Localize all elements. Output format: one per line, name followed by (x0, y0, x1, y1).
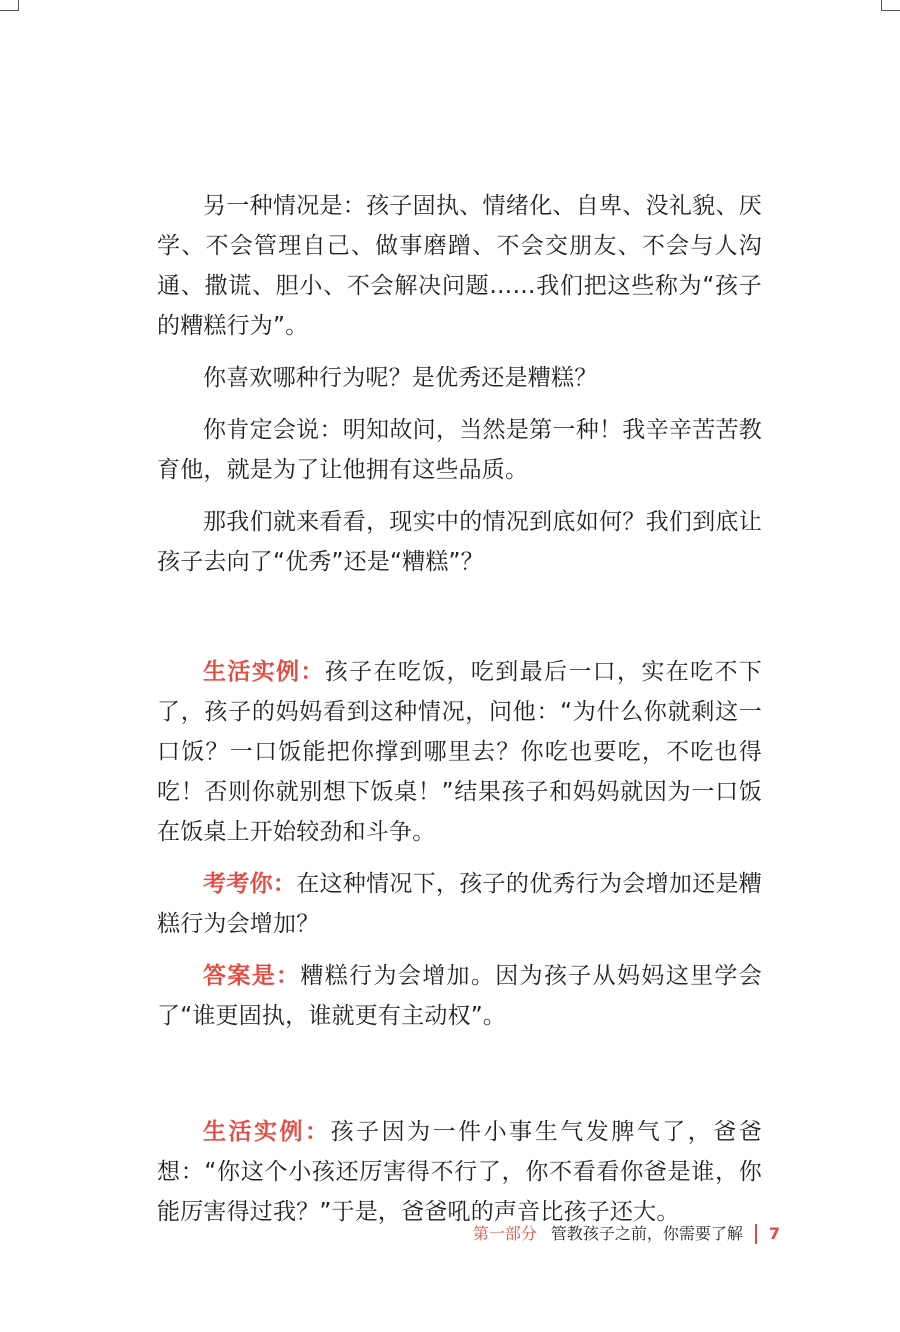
quiz-paragraph (157, 864, 762, 944)
quiz-label: 考考你： (203, 871, 297, 897)
example-text: 孩子在吃饭，吃到最后一口，实在吃不下了，孩子的妈妈看到这种情况，问他：“为什么你就剩这一口饭？一口饭能把你撑到哪里去？你吃也要吃，不吃也得吃！否则你就别想下饭桌！”结果孩子和妈妈就因为一口饭在饭桌上开始较劲和斗争。 (157, 659, 763, 845)
section-gap (157, 1048, 762, 1112)
footer-part: 第一部分 (472, 1224, 537, 1243)
example-text: 孩子因为一件小事生气发脾气了，爸爸想：“你这个小孩还厉害得不行了，你不看看你爸是谁，你能厉害得过我？”于是，爸爸吼的声音比孩子还大。 (157, 1119, 763, 1225)
answer-label: 答案是： (203, 963, 301, 989)
example-label: 生活实例： (203, 1119, 331, 1145)
paragraph: 你喜欢哪种行为呢？是优秀还是糟糕？ (203, 365, 598, 391)
paragraph: 那我们就来看看，现实中的情况到底如何？我们到底让孩子去向了“优秀”还是“糟糕”？ (157, 509, 762, 575)
answer-paragraph (157, 956, 762, 1036)
paragraph: 你肯定会说：明知故问，当然是第一种！我辛辛苦苦教育他，就是为了让他拥有这些品质。 (157, 417, 762, 483)
footer-chapter: 管教孩子之前，你需要了解 (550, 1224, 743, 1243)
section-gap (157, 594, 762, 652)
page-body (157, 186, 762, 1244)
example-paragraph (157, 652, 762, 852)
page-footer (473, 1222, 780, 1246)
example-paragraph (157, 1112, 762, 1232)
footer-divider (755, 1224, 757, 1244)
page-number: 7 (768, 1224, 780, 1243)
crop-mark-right (881, 0, 900, 11)
paragraph: 另一种情况是：孩子固执、情绪化、自卑、没礼貌、厌学、不会管理自己、做事磨蹭、不会交朋友、不会与人沟通、撒谎、胆小、不会解决问题……我们把这些称为“孩子的糟糕行为”。 (157, 193, 762, 339)
answer-text: 糟糕行为会增加。因为孩子从妈妈这里学会了“谁更固执，谁就更有主动权”。 (157, 963, 762, 1029)
quiz-text: 在这种情况下，孩子的优秀行为会增加还是糟糕行为会增加？ (157, 871, 762, 937)
crop-mark-left (0, 0, 19, 11)
example-label: 生活实例： (203, 659, 325, 685)
